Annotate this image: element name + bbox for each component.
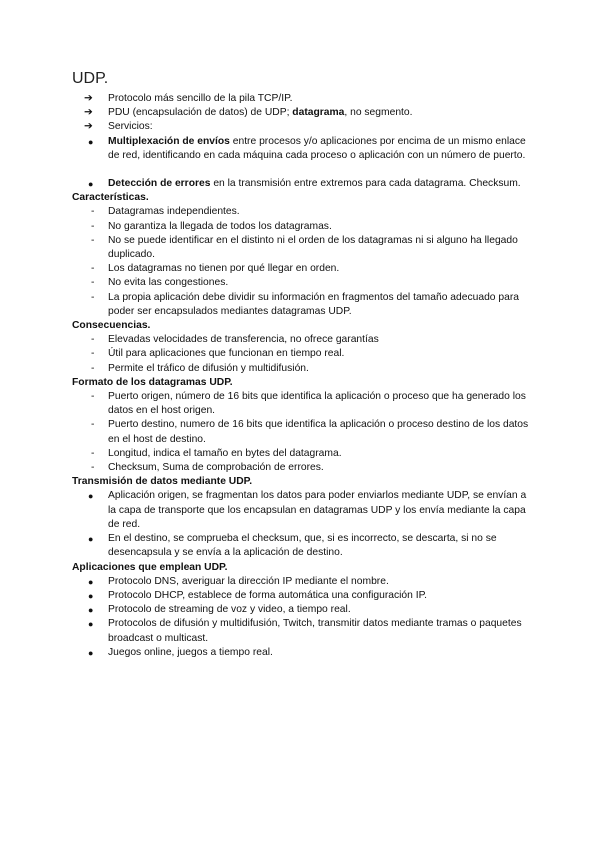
dash-marker: - [91,263,95,275]
bullet-icon: ● [88,605,94,616]
item-text: Elevadas velocidades de transferencia, no ofrece garantías [108,334,379,346]
intro-text-bold: datagrama [292,107,345,119]
section-list [72,205,532,319]
bullet-icon: ● [88,491,94,502]
list-item [72,418,532,446]
list-item [72,532,532,560]
item-text: Protocolo de streaming de voz y video, a tiempo real. [108,604,351,616]
list-item [72,234,532,262]
intro-text: Servicios: [108,121,153,133]
list-item [72,291,532,319]
item-text: En el destino, se comprueba el checksum, que, si es incorrecto, se descarta, si no se desencapsula y se envía a la aplicación de destino. [108,533,497,559]
list-item [72,489,532,532]
item-text: No garantiza la llegada de todos los datagramas. [108,220,332,232]
service-bold: Detección de errores [108,178,211,190]
arrow-icon: ➔ [84,107,93,119]
list-item [72,617,532,645]
intro-text-pre: PDU (encapsulación de datos) de UDP; [108,107,293,119]
dash-marker: - [91,391,95,403]
item-text: Checksum, Suma de comprobación de errores. [108,462,324,474]
bullet-icon: ● [88,179,94,190]
list-item [72,276,532,290]
list-item [72,177,532,191]
section-heading: Aplicaciones que emplean UDP. [72,561,228,573]
item-text: Puerto origen, número de 16 bits que identifica la aplicación o proceso que ha generado los datos en el host origen. [108,391,526,417]
item-text: Longitud, indica el tamaño en bytes del datagrama. [108,447,342,459]
item-text: No evita las congestiones. [108,277,229,289]
dash-marker: - [91,462,95,474]
list-item [72,333,532,347]
bullet-icon: ● [88,590,94,601]
section-list [72,489,532,560]
item-text: La propia aplicación debe dividir su información en fragmentos del tamaño adecuado para poder ser encapsulados mediantes datagramas UDP. [108,291,519,317]
bullet-icon: ● [88,647,94,658]
dash-marker: - [91,220,95,232]
list-item [72,447,532,461]
list-item [72,106,532,120]
list-item [72,220,532,234]
list-item [72,362,532,376]
item-text: Datagramas independientes. [108,206,240,218]
spacer [72,163,532,177]
section-heading: Transmisión de datos mediante UDP. [72,476,253,488]
dash-marker: - [91,206,95,218]
dash-marker: - [91,362,95,374]
item-text: Protocolos de difusión y multidifusión, Twitch, transmitir datos mediante tramas o paquetes broadcast o multicast. [108,618,522,644]
list-item [72,135,532,163]
dash-marker: - [91,334,95,346]
page-title: UDP. [72,70,109,87]
dash-marker: - [91,277,95,289]
dash-marker: - [91,419,95,431]
list-item [72,603,532,617]
section-list [72,390,532,475]
section-heading: Características. [72,192,149,204]
item-text: Aplicación origen, se fragmentan los datos para poder enviarlos mediante UDP, se envían a la capa de transporte que los encapsulan en datagramas UDP y los envía mediante la capa de red. [108,490,527,530]
list-item [72,347,532,361]
list-item [72,92,532,106]
sections-container [72,191,532,660]
list-item [72,589,532,603]
section-heading: Consecuencias. [72,320,151,332]
dash-marker: - [91,234,95,246]
section-heading: Formato de los datagramas UDP. [72,376,233,388]
item-text: Puerto destino, numero de 16 bits que identifica la aplicación o proceso destino de los datos en el host de destino. [108,419,529,445]
section-list [72,333,532,376]
dash-marker: - [91,291,95,303]
list-item [72,646,532,660]
services-list [72,135,532,192]
document-page [72,70,532,660]
list-item [72,575,532,589]
intro-text: Protocolo más sencillo de la pila TCP/IP. [108,93,293,104]
item-text: Juegos online, juegos a tiempo real. [108,646,273,658]
item-text: Permite el tráfico de difusión y multidifusión. [108,362,309,374]
service-bold: Multiplexación de envíos [108,135,230,147]
bullet-icon: ● [88,136,94,147]
item-text: Los datagramas no tienen por qué llegar en orden. [108,263,340,275]
bullet-icon: ● [88,576,94,587]
list-item [72,390,532,418]
item-text: Protocolo DHCP, establece de forma automática una configuración IP. [108,589,428,601]
list-item [72,461,532,475]
arrow-icon: ➔ [84,121,93,133]
list-item [72,262,532,276]
section-list [72,575,532,660]
dash-marker: - [91,348,95,360]
list-item [72,120,532,134]
item-text: Protocolo DNS, averiguar la dirección IP mediante el nombre. [108,575,389,587]
intro-list [72,92,532,135]
service-text: entre procesos y/o aplicaciones por encima de un mismo enlace de red, identificando en cada máquina cada proceso o aplicación con un número de puerto. [108,135,526,161]
item-text: No se puede identificar en el distinto ni el orden de los datagramas ni si alguno ha llegado duplicado. [108,234,518,261]
arrow-icon: ➔ [84,93,93,104]
list-item [72,205,532,219]
bullet-icon: ● [88,534,94,545]
item-text: Útil para aplicaciones que funcionan en tiempo real. [108,348,345,360]
dash-marker: - [91,447,95,459]
intro-text-post: , no segmento. [344,107,413,119]
service-text: en la transmisión entre extremos para cada datagrama. Checksum. [210,178,521,190]
bullet-icon: ● [88,619,94,630]
